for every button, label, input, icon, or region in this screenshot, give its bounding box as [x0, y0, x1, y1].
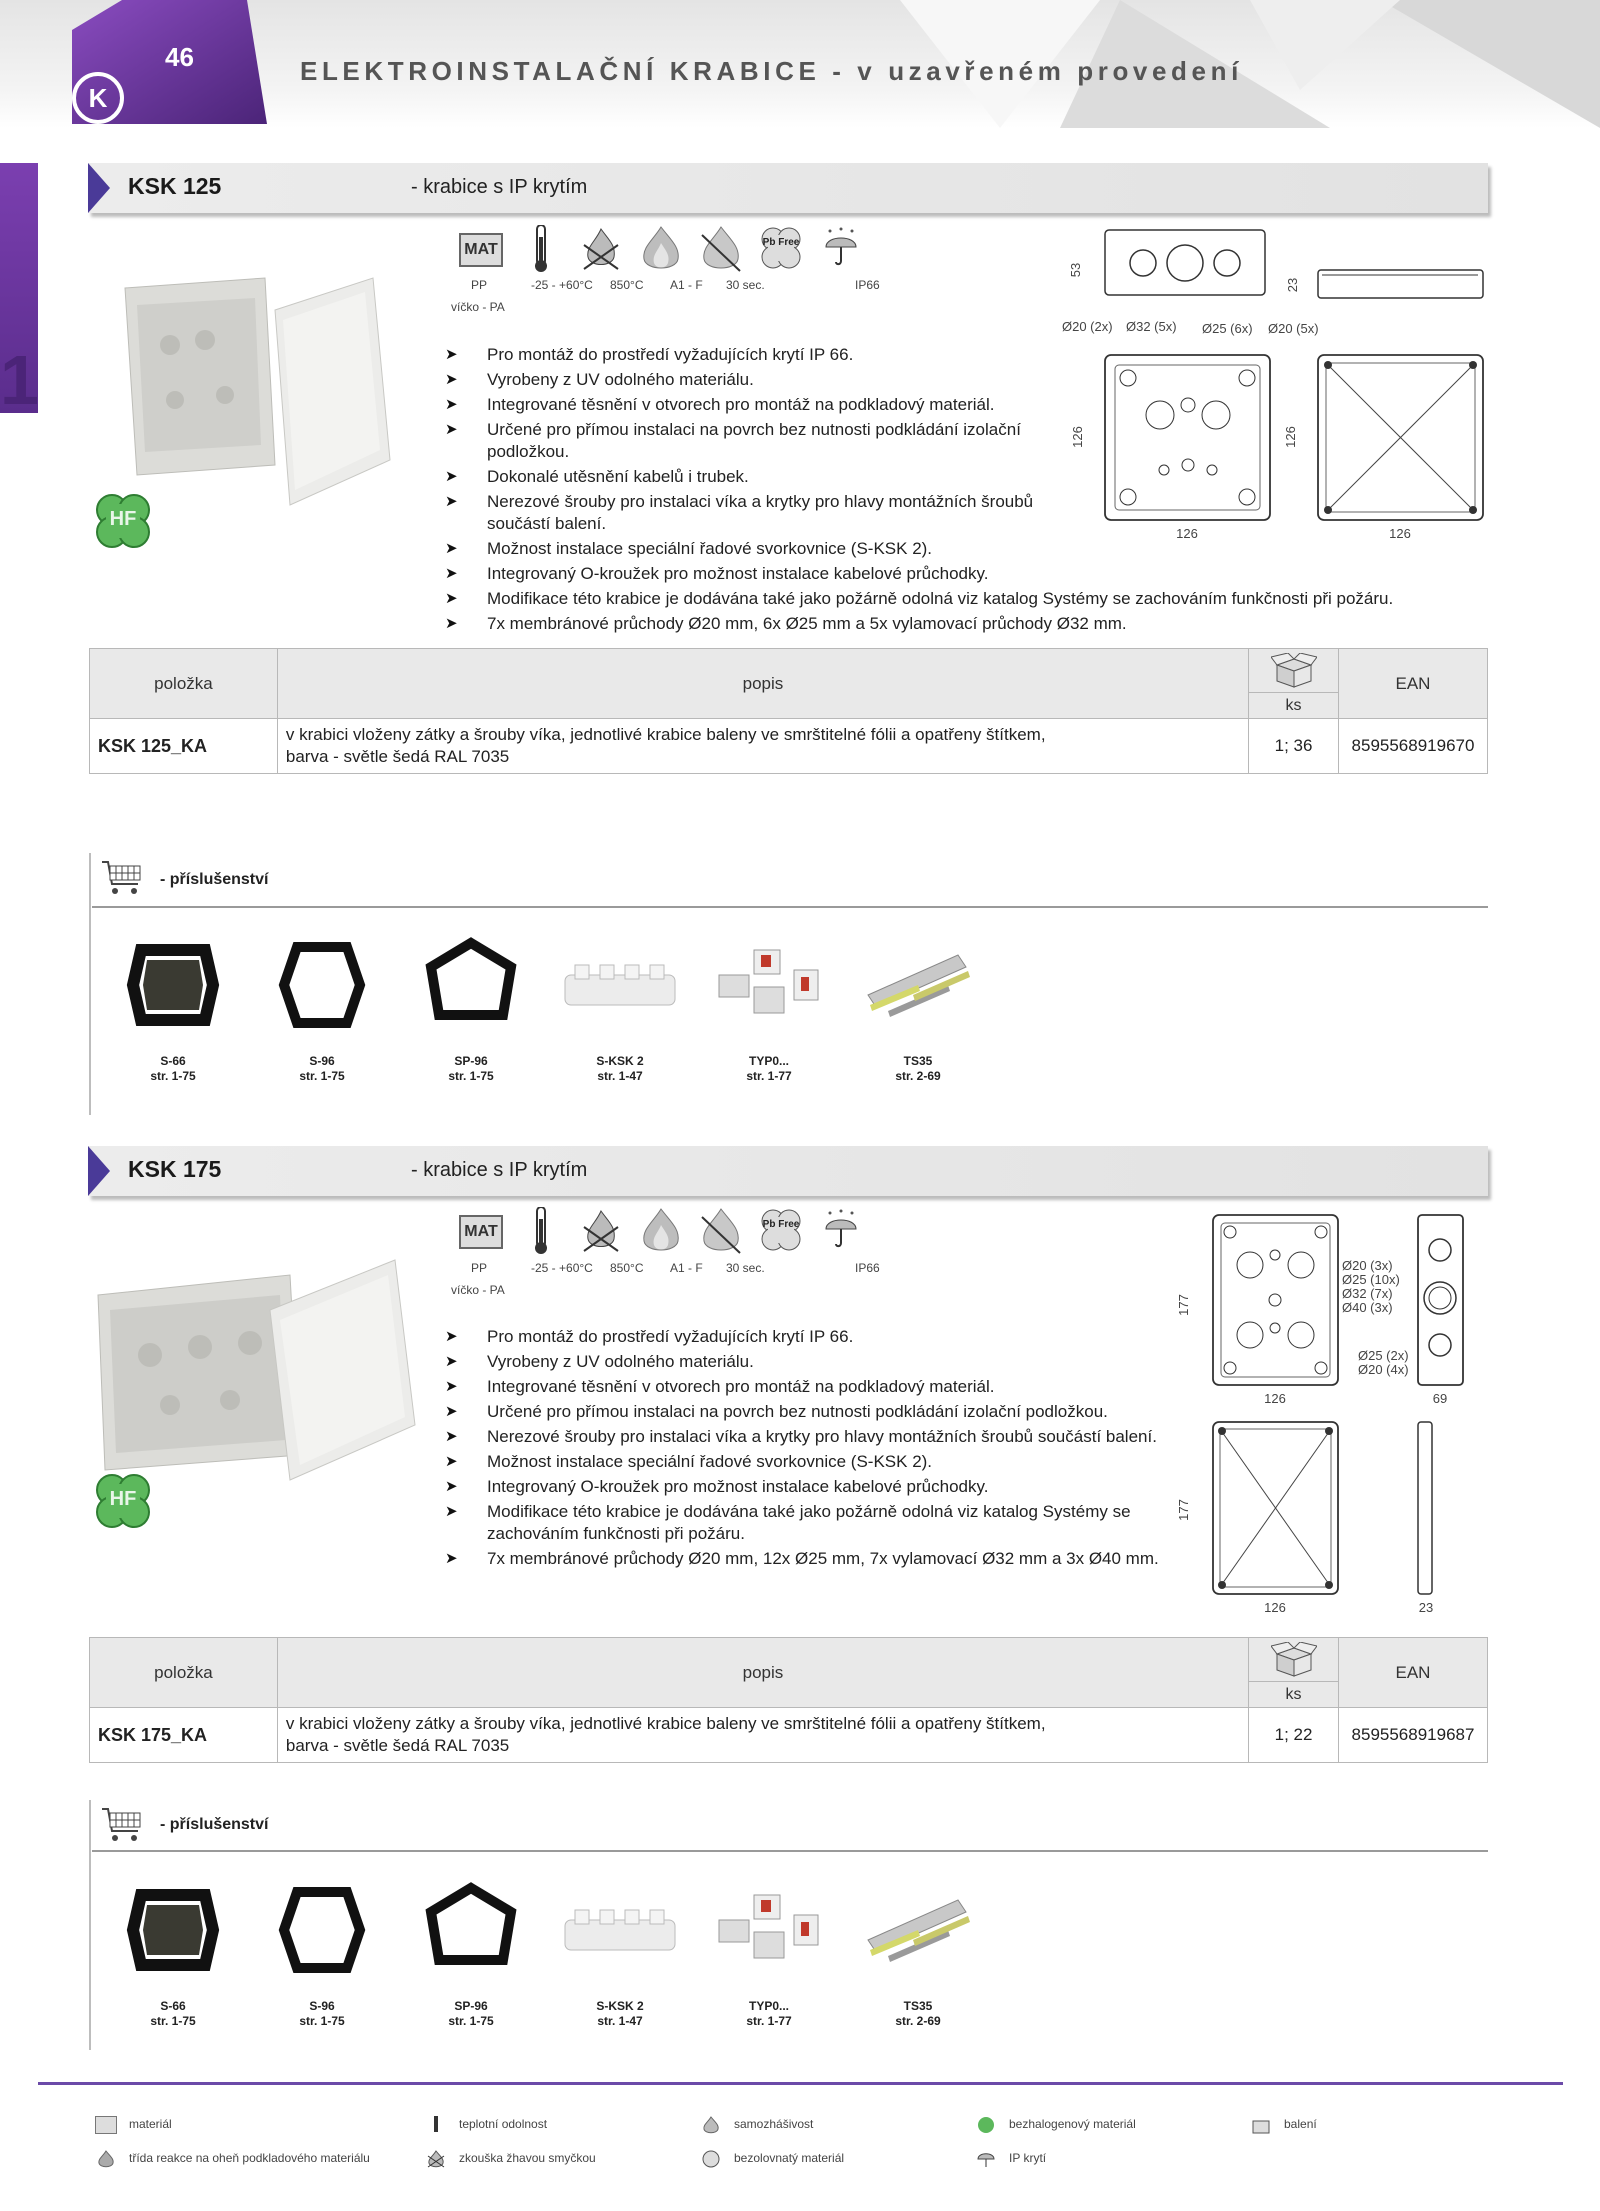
hole-label-2: Ø25 (10x): [1342, 1272, 1400, 1287]
product-photo-ksk125: [115, 270, 395, 510]
feature-item: ➤ Dokonalé utěsnění kabelů i trubek.: [445, 466, 1485, 488]
desc-line: v krabici vloženy zátky a šrouby víka, jednotlivé krabice baleny ve smrštitelné fólii a opatřeny štítkem,: [285, 1714, 1046, 1733]
hf-label: HF: [109, 508, 137, 530]
accessory-name: S-KSK 2: [596, 1999, 644, 2013]
glow-wire-icon: [578, 225, 624, 273]
accessory-image: [560, 1880, 680, 1980]
label-ip: IP66: [855, 1261, 880, 1275]
accessory-image: [262, 1880, 382, 1980]
feature-item: ➤ Možnost instalace speciální řadové svorkovnice (S-KSK 2).: [445, 1451, 1175, 1473]
accessory-s66[interactable]: [103, 935, 243, 1084]
accessory-image: [411, 935, 531, 1035]
accessory-line: [92, 906, 1488, 908]
accessory-image: [113, 935, 233, 1035]
hole-label-1: Ø20 (3x): [1342, 1258, 1393, 1273]
legend-label: samozhášivost: [734, 2117, 814, 2132]
accessory-name: TYP0...: [748, 1054, 789, 1068]
hole-label-1: Ø20 (2x): [1062, 319, 1113, 334]
chapter-number: 1: [0, 341, 39, 419]
accessory-s96[interactable]: [252, 935, 392, 1084]
self-extinguish-icon: [698, 1207, 744, 1255]
item-desc: [277, 719, 1248, 774]
flame-class-icon: [95, 2150, 117, 2168]
accessory-image: [858, 1880, 978, 1980]
product-subtitle: - krabice s IP krytím: [411, 1159, 588, 1181]
feature-item: ➤ Modifikace této krabice je dodávána také jako požárně odolná viz katalog Systémy se zachováním funkčnosti při požáru.: [445, 1501, 1175, 1545]
page-number: 46: [165, 42, 194, 72]
dim-126-lid-left: 126: [1283, 426, 1298, 448]
footer-divider: [38, 2082, 1563, 2085]
material-cell: [450, 1207, 512, 1249]
col-item: položka: [90, 649, 278, 719]
accessory-divider: [89, 1800, 91, 2050]
feature-item: ➤ Integrované těsnění v otvorech pro montáž na podkladový materiál.: [445, 1376, 1175, 1398]
hole-label-4: Ø40 (3x): [1342, 1300, 1393, 1315]
flame-class-icon: [638, 1207, 684, 1255]
box-icon: [1271, 653, 1317, 689]
accessory-image: [560, 935, 680, 1035]
pb-free-icon: [758, 225, 804, 273]
feature-item: ➤ Integrovaný O-kroužek pro možnost instalace kabelové průchodky.: [445, 563, 1485, 585]
product-table-ksk125: [89, 648, 1488, 774]
accessory-page: str. 1-75: [150, 2014, 196, 2028]
feature-item: ➤ Určené pro přímou instalaci na povrch bez nutnosti podkládání izolační podložkou.: [445, 419, 1085, 463]
accessory-image: [709, 1880, 829, 1980]
col-qty: [1249, 649, 1339, 719]
desc-line: barva - světle šedá RAL 7035: [285, 747, 510, 766]
accessory-page: str. 1-75: [299, 2014, 345, 2028]
accessory-page: str. 2-69: [895, 2014, 941, 2028]
glow-wire-icon: [425, 2150, 447, 2168]
accessory-page: str. 1-75: [150, 1069, 196, 1083]
thermometer-icon: [425, 2116, 447, 2134]
accessory-typ0[interactable]: [699, 1880, 839, 2029]
feature-item: ➤ Vyrobeny z UV odolného materiálu.: [445, 369, 1485, 391]
label-pp: PP: [471, 278, 488, 292]
accessory-page: str. 1-77: [746, 1069, 792, 1083]
dim-126-left: 126: [1070, 426, 1085, 448]
cart-icon: [100, 858, 144, 898]
label-glow: 850°C: [610, 278, 644, 292]
accessory-ts35[interactable]: [848, 935, 988, 1084]
hole-label-3: Ø32 (7x): [1342, 1286, 1393, 1301]
accessory-ts35[interactable]: [848, 1880, 988, 2029]
col-qty: [1249, 1638, 1339, 1708]
temperature-cell: [510, 1207, 572, 1255]
legend-label: IP krytí: [1009, 2151, 1047, 2166]
label-class: A1 - F: [670, 278, 703, 292]
accessory-page: str. 1-77: [746, 2014, 792, 2028]
legend-label: bezolovnatý materiál: [734, 2151, 845, 2166]
accessory-image: [858, 935, 978, 1035]
fire-class-cell: [630, 1207, 692, 1255]
legend-label: teplotní odolnost: [459, 2117, 548, 2132]
label-ip: IP66: [855, 278, 880, 292]
property-icons: [450, 225, 890, 315]
dim-126-top: 126: [1264, 1391, 1286, 1406]
self-extinguish-icon: [698, 225, 744, 273]
feature-item: ➤ Pro montáž do prostředí vyžadujících krytí IP 66.: [445, 344, 1485, 366]
material-cell: [450, 225, 512, 267]
hole-label-5: Ø25 (2x): [1358, 1348, 1409, 1363]
label-class: A1 - F: [670, 1261, 703, 1275]
legend-glow-wire: [425, 2150, 596, 2168]
brand-logo: K: [72, 72, 124, 124]
label-pp: PP: [471, 1261, 488, 1275]
dim-23: 23: [1418, 1600, 1434, 1615]
dim-126-bottom: 126: [1176, 526, 1198, 541]
legend-halogen-free: [975, 2116, 1136, 2134]
qty-unit: ks: [1249, 692, 1338, 718]
glow-cell: [570, 1207, 632, 1255]
legend-lead-free: [700, 2150, 844, 2168]
item-qty: 1; 36: [1249, 719, 1339, 774]
accessory-name: S-96: [309, 1054, 335, 1068]
accessory-page: str. 1-75: [448, 1069, 494, 1083]
box-icon: [1271, 1642, 1317, 1678]
temperature-cell: [510, 225, 572, 273]
ip-cell: [810, 1207, 872, 1255]
col-item: položka: [90, 1638, 278, 1708]
accessory-typ0[interactable]: [699, 935, 839, 1084]
pb-free-label: Pb Free: [762, 1219, 800, 1230]
accessory-name: S-66: [160, 1054, 186, 1068]
ip-cell: [810, 225, 872, 273]
feature-item: ➤ Možnost instalace speciální řadové svorkovnice (S-KSK 2).: [445, 538, 1485, 560]
hole-label-6: Ø20 (4x): [1358, 1362, 1409, 1377]
legend-label: třída reakce na oheň podkladového materiálu: [129, 2151, 370, 2166]
legend-label: zkouška žhavou smyčkou: [459, 2151, 596, 2166]
accessory-page: str. 1-47: [597, 1069, 643, 1083]
section-arrow: [88, 1146, 110, 1196]
accessory-image: [113, 1880, 233, 1980]
fire-class-cell: [630, 225, 692, 273]
accessory-divider: [89, 853, 91, 1115]
flame-class-icon: [638, 225, 684, 273]
label-lid: víčko - PA: [451, 1283, 505, 1297]
glow-cell: [570, 225, 632, 273]
accessory-page: str. 2-69: [895, 1069, 941, 1083]
feature-item: ➤ Vyrobeny z UV odolného materiálu.: [445, 1351, 1175, 1373]
accessory-name: S-66: [160, 1999, 186, 2013]
feature-item: ➤ Modifikace této krabice je dodávána také jako požárně odolná viz katalog Systémy se zachováním funkčnosti při požáru.: [445, 588, 1485, 610]
accessories-title: - příslušenství: [160, 871, 269, 888]
accessory-sksk2[interactable]: [550, 1880, 690, 2029]
mat-icon: [95, 2116, 117, 2134]
product-table-ksk175: [89, 1637, 1488, 1763]
legend-temperature: [425, 2116, 547, 2134]
dim-177-bottom: 177: [1176, 1499, 1191, 1521]
label-time: 30 sec.: [726, 1261, 765, 1275]
accessory-page: str. 1-47: [597, 2014, 643, 2028]
umbrella-icon: [975, 2150, 997, 2168]
accessory-image: [262, 935, 382, 1035]
legend-label: balení: [1284, 2117, 1317, 2132]
item-qty: 1; 22: [1249, 1708, 1339, 1763]
dim-69: 69: [1432, 1391, 1448, 1406]
dim-126-lid-bottom: 126: [1389, 526, 1411, 541]
accessory-image: [411, 1880, 531, 1980]
label-glow: 850°C: [610, 1261, 644, 1275]
page-title: ELEKTROINSTALAČNÍ KRABICE - v uzavřeném provedení: [300, 56, 1243, 86]
feature-item: ➤ Integrované těsnění v otvorech pro montáž na podkladový materiál.: [445, 394, 1485, 416]
hole-label-2: Ø32 (5x): [1126, 319, 1177, 334]
table-row: [90, 1708, 1488, 1763]
umbrella-icon: [818, 225, 864, 273]
legend-label: materiál: [129, 2117, 172, 2132]
item-code: KSK 125_KA: [90, 719, 278, 774]
col-ean: EAN: [1338, 1638, 1487, 1708]
thermometer-icon: [518, 225, 564, 273]
umbrella-icon: [818, 1207, 864, 1255]
accessory-s66[interactable]: [103, 1880, 243, 2029]
dim-53: 53: [1068, 262, 1083, 278]
feature-item: ➤ Pro montáž do prostředí vyžadujících krytí IP 66.: [445, 1326, 1175, 1348]
accessory-sp96[interactable]: [401, 935, 541, 1084]
accessory-name: SP-96: [454, 1999, 488, 2013]
label-temp: -25 - +60°C: [531, 278, 593, 292]
label-lid: víčko - PA: [451, 300, 505, 314]
accessory-name: S-KSK 2: [596, 1054, 644, 1068]
mat-icon: MAT: [459, 233, 503, 267]
box-icon: [1250, 2116, 1272, 2134]
hf-label: HF: [109, 1488, 137, 1510]
product-photo-ksk175: [90, 1255, 420, 1485]
accessory-sp96[interactable]: [401, 1880, 541, 2029]
accessory-s96[interactable]: [252, 1880, 392, 2029]
feature-item: ➤ Integrovaný O-kroužek pro možnost instalace kabelové průchodky.: [445, 1476, 1175, 1498]
feature-item: ➤ Určené pro přímou instalaci na povrch bez nutnosti podkládání izolační podložkou.: [445, 1401, 1175, 1423]
accessory-page: str. 1-75: [448, 2014, 494, 2028]
accessory-name: TS35: [903, 1054, 933, 1068]
desc-line: v krabici vloženy zátky a šrouby víka, jednotlivé krabice baleny ve smrštitelné fólii a opatřeny štítkem,: [285, 725, 1046, 744]
accessory-line: [92, 1850, 1488, 1852]
cart-icon: [100, 1805, 144, 1845]
technical-drawing-ksk175: [1170, 1210, 1490, 1620]
feature-item: ➤ 7x membránové průchody Ø20 mm, 6x Ø25 mm a 5x vylamovací průchody Ø32 mm.: [445, 613, 1485, 635]
legend-packaging: [1250, 2116, 1317, 2134]
legend-ip: [975, 2150, 1046, 2168]
mat-icon: MAT: [459, 1215, 503, 1249]
product-code: KSK 125: [128, 173, 222, 199]
section-bar-ksk125: [88, 163, 1488, 213]
col-desc: popis: [277, 1638, 1248, 1708]
accessories-title: - příslušenství: [160, 1816, 269, 1833]
item-ean: 8595568919670: [1338, 719, 1487, 774]
accessory-name: S-96: [309, 1999, 335, 2013]
dim-126-bottom: 126: [1264, 1600, 1286, 1615]
thermometer-icon: [518, 1207, 564, 1255]
pb-free-icon: [700, 2150, 722, 2168]
accessory-name: TYP0...: [748, 1999, 789, 2013]
pb-free-cell: [750, 225, 812, 273]
dim-23: 23: [1285, 277, 1300, 293]
hf-icon: [975, 2116, 997, 2134]
self-extinguish-icon: [700, 2116, 722, 2134]
glow-wire-icon: [578, 1207, 624, 1255]
product-code: KSK 175: [128, 1156, 222, 1182]
label-time: 30 sec.: [726, 278, 765, 292]
property-icons: [450, 1207, 890, 1297]
self-extinguish-cell: [690, 1207, 752, 1255]
pb-free-label: Pb Free: [762, 237, 800, 248]
page-header: [0, 0, 1600, 128]
col-desc: popis: [277, 649, 1248, 719]
legend-label: bezhalogenový materiál: [1009, 2117, 1136, 2132]
accessory-name: TS35: [903, 1999, 933, 2013]
pb-free-cell: [750, 1207, 812, 1255]
pb-free-icon: [758, 1207, 804, 1255]
legend-fire-class: [95, 2150, 370, 2168]
legend-material: [95, 2116, 172, 2134]
qty-unit: ks: [1249, 1681, 1338, 1707]
accessory-image: [709, 935, 829, 1035]
accessory-sksk2[interactable]: [550, 935, 690, 1084]
section-arrow: [88, 163, 110, 213]
item-code: KSK 175_KA: [90, 1708, 278, 1763]
product-subtitle: - krabice s IP krytím: [411, 176, 588, 198]
col-ean: EAN: [1338, 649, 1487, 719]
label-temp: -25 - +60°C: [531, 1261, 593, 1275]
item-ean: 8595568919687: [1338, 1708, 1487, 1763]
self-extinguish-cell: [690, 225, 752, 273]
hole-label-4: Ø20 (5x): [1268, 321, 1319, 336]
feature-item: ➤ Nerezové šrouby pro instalaci víka a krytky pro hlavy montážních šroubů součástí balení.: [445, 1426, 1175, 1448]
item-desc: [277, 1708, 1248, 1763]
feature-item: ➤ Nerezové šrouby pro instalaci víka a krytky pro hlavy montážních šroubů součástí balení.: [445, 491, 1085, 535]
desc-line: barva - světle šedá RAL 7035: [285, 1736, 510, 1755]
hole-label-3: Ø25 (6x): [1202, 321, 1253, 336]
legend-self-extinguish: [700, 2116, 813, 2134]
accessory-page: str. 1-75: [299, 1069, 345, 1083]
feature-list-ksk175: [445, 1326, 1175, 1573]
table-row: [90, 719, 1488, 774]
feature-item: ➤ 7x membránové průchody Ø20 mm, 12x Ø25 mm, 7x vylamovací Ø32 mm a 3x Ø40 mm.: [445, 1548, 1175, 1570]
technical-drawing-ksk125: [1060, 225, 1500, 545]
accessory-name: SP-96: [454, 1054, 488, 1068]
section-bar-ksk175: [88, 1146, 1488, 1196]
dim-177-top: 177: [1176, 1294, 1191, 1316]
